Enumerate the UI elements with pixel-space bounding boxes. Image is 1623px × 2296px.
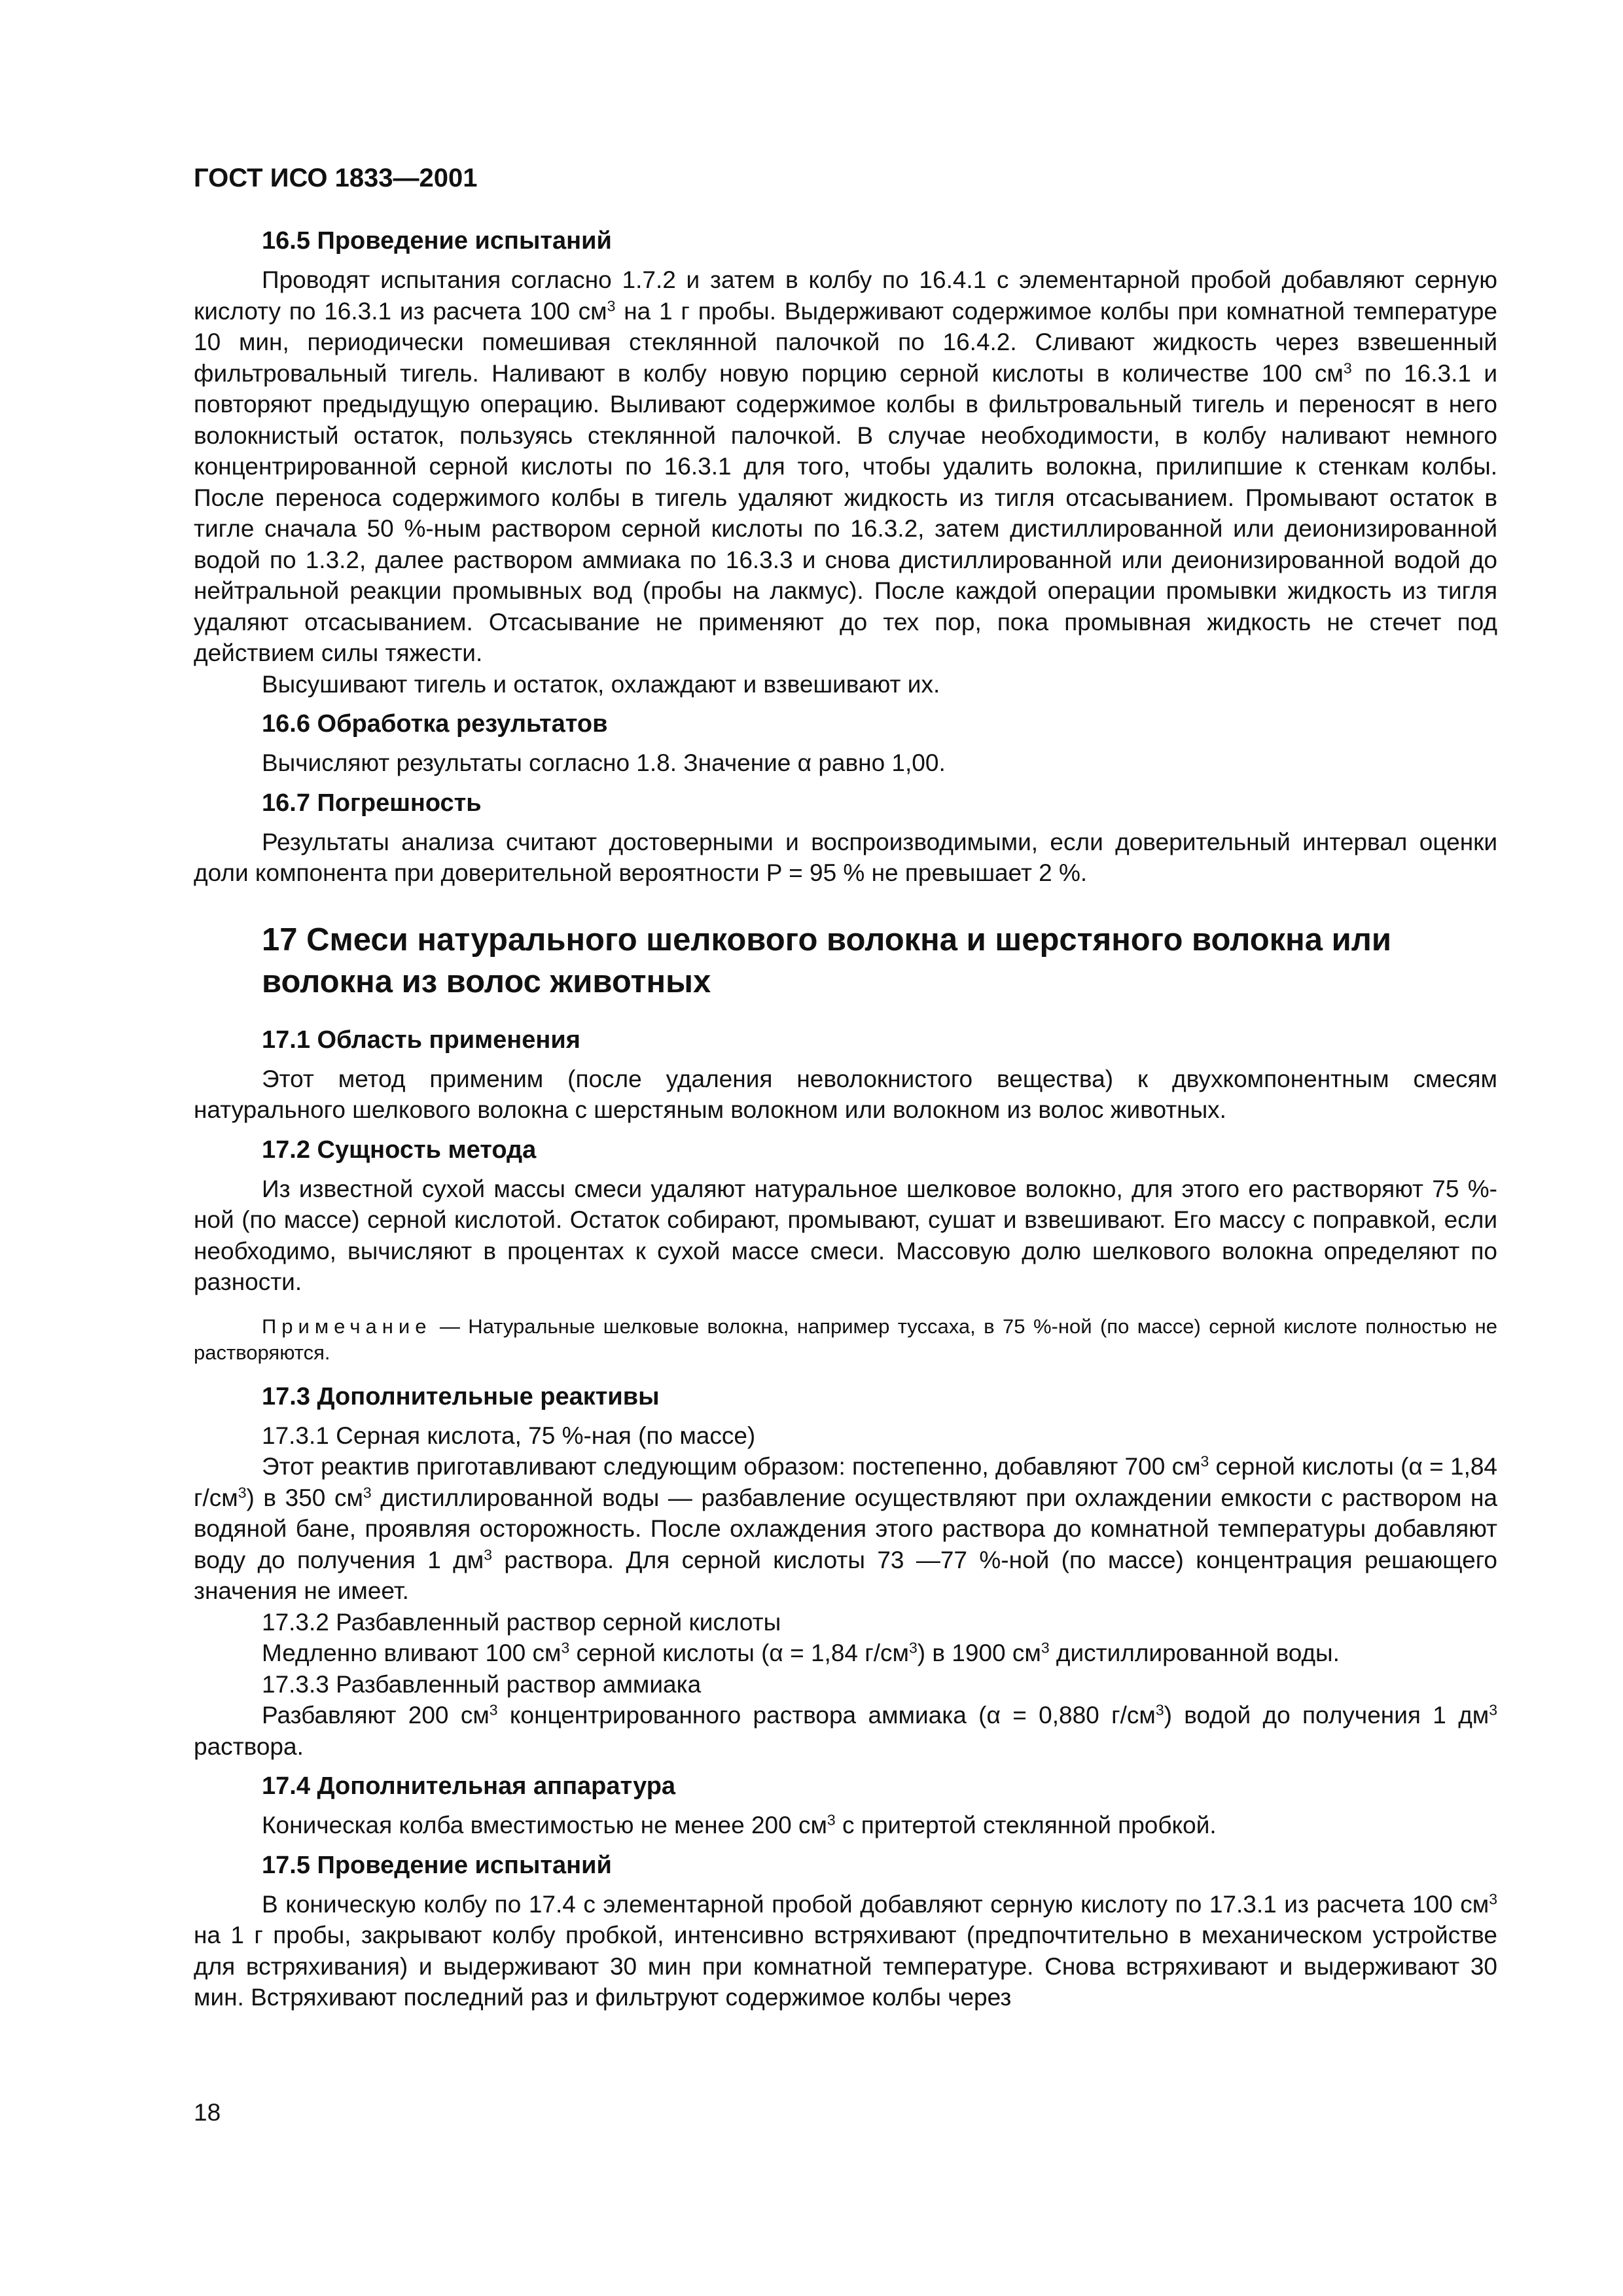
heading-17-3: 17.3 Дополнительные реактивы (262, 1382, 660, 1410)
superscript-3: 3 (607, 296, 616, 314)
heading-17-4: 17.4 Дополнительная аппаратура (262, 1772, 676, 1800)
paragraph-16-7-1: Результаты анализа считают достоверными и воспроизводимыми, если доверительный интервал оценки доли компонента при доверительной вероятности P = 95 % не превышает 2 %. (194, 828, 1497, 886)
heading-16-7: 16.7 Погрешность (262, 789, 482, 817)
heading-17-line-1: 17 Смеси натурального шелкового волокна и шерстяного волокна или (262, 922, 1392, 958)
note-text: — Натуральные шелковые волокна, например туссаха, в 75 %-ной (по массе) серной кислоте полностью не растворяются. (194, 1314, 1497, 1364)
heading-17-2: 17.2 Сущность метода (262, 1136, 537, 1164)
item-17-3-3-title: 17.3.3 Разбавленный раствор аммиака (262, 1670, 702, 1698)
superscript-3: 3 (238, 1483, 247, 1501)
paragraph-17-5-1: В коническую колбу по 17.4 с элементарной пробой добавляют серную кислоту по 17.3.1 из расчета 100 $см^3$ на 1 г пробы, закрывают колбу пробкой, интенсивно встряхивают (предпочтительно в механическом устройстве для встряхивания) и выдерживают 30 мин при комнатной температуре. Снова встряхивают и выдерживают 30 мин. Встряхивают последний раз и фильтруют содержимое колбы через (194, 1890, 1497, 2011)
heading-17-1: 17.1 Область применения (262, 1026, 580, 1054)
document-header: ГОСТ ИСО 1833—2001 (194, 164, 478, 192)
superscript-3: 3 (908, 1639, 918, 1657)
paragraph-17-2-1: Из известной сухой массы смеси удаляют натуральное шелковое волокно, для этого его растворяют 75 %-ной (по массе) серной кислотой. Остаток собирают, промывают, сушат и взвешивают. Его массу с поправкой, если необходимо, вычисляют в процентах к сухой массе смеси. Массовую долю шелкового волокна определяют по разности. (194, 1175, 1497, 1295)
item-17-3-2-title: 17.3.2 Разбавленный раствор серной кислоты (262, 1608, 781, 1636)
heading-16-6: 16.6 Обработка результатов (262, 710, 608, 738)
superscript-3: 3 (1041, 1639, 1050, 1657)
document-body (194, 226, 1497, 2013)
item-17-3-1-text: Этот реактив приготавливают следующим образом: постепенно, добавляют 700 $см^3$ серной кислоты (α = 1,84 $г/см^3$) в 350 $см^3$ дистиллированной воды — разбавление осуществляют при охлаждении емкости с раствором на водяной бане, проявляя осторожность. После охлаждения этого раствора до комнатной температуры добавляют воду до получения 1 $дм^3$ раствора. Для серной кислоты 73 —77 %-ной (по массе) концентрация решающего значения не имеет. (194, 1452, 1498, 1604)
note-label: Примечание (262, 1314, 432, 1338)
paragraph-16-5-1: Проводят испытания согласно 1.7.2 и затем в колбу по 16.4.1 с элементарной пробой добавляют серную кислоту по 16.3.1 из расчета 100 $см^3$ на 1 г пробы. Выдерживают содержимое колбы при комнатной температуре 10 мин, периодически помешивая стеклянной палочкой по 16.4.2. Сливают жидкость через взвешенный фильтровальный тигель. Наливают в колбу новую порцию серной кислоты в количестве 100 $см^3$ по 16.3.1 и повторяют предыдущую операцию. Выливают содержимое колбы в фильтровальный тигель и переносят в него волокнистый остаток, пользуясь стеклянной палочкой. В случае необходимости, в колбу наливают немного концентрированной серной кислоты по 16.3.1 для того, чтобы удалить волокна, прилипшие к стенкам колбы. После переноса содержимого колбы в тигель удаляют жидкость из тигля отсасыванием. Промывают остаток в тигле сначала 50 %-ным раствором серной кислоты по 16.3.2, затем дистиллированной или деионизированной водой по 1.3.2, далее раствором аммиака по 16.3.3 и снова дистиллированной или деионизированной водой до нейтральной реакции промывных вод (пробы на лакмус). После каждой операции промывки жидкость из тигля удаляют отсасыванием. Отсасывание не применяют до тех пор, пока промывная жидкость не стечет под действием силы тяжести. (194, 266, 1497, 666)
item-17-3-1-title: 17.3.1 Серная кислота, 75 %-ная (по массе) (262, 1422, 756, 1449)
paragraph-16-5-2: Высушивают тигель и остаток, охлаждают и взвешивают их. (262, 670, 940, 698)
paragraph-16-6-1: Вычисляют результаты согласно 1.8. Значение α равно 1,00. (262, 749, 946, 776)
superscript-3: 3 (561, 1639, 570, 1657)
superscript-3: 3 (1489, 1701, 1497, 1719)
superscript-3: 3 (1343, 359, 1352, 376)
superscript-3: 3 (363, 1483, 372, 1501)
superscript-3: 3 (484, 1545, 492, 1563)
heading-17-5: 17.5 Проведение испытаний (262, 1851, 612, 1879)
page-number: 18 (194, 2099, 221, 2126)
superscript-3: 3 (827, 1811, 836, 1829)
heading-17 (262, 919, 1497, 1003)
item-17-3-2-text: Медленно вливают 100 $см^3$ серной кислоты (α = 1,84 $г/см^3$) в 1900 $см^3$ дистиллированной воды. (262, 1639, 1340, 1666)
item-17-3-3-text: Разбавляют 200 $см^3$ концентрированного раствора аммиака (α = 0,880 $г/см^3$) водой до получения 1 $дм^3$ раствора. (194, 1701, 1497, 1760)
paragraph-17-1-1: Этот метод применим (после удаления неволокнистого вещества) к двухкомпонентным смесям натурального шелкового волокна с шерстяным волокном или волокном из волос животных. (194, 1065, 1497, 1123)
superscript-3: 3 (489, 1701, 498, 1719)
superscript-3: 3 (1489, 1890, 1497, 1907)
heading-16-5: 16.5 Проведение испытаний (262, 227, 612, 255)
paragraph-17-4-1: Коническая колба вместимостью не менее 200 $см^3$ с притертой стеклянной пробкой. (262, 1811, 1217, 1839)
superscript-3: 3 (1200, 1452, 1209, 1470)
superscript-3: 3 (1155, 1701, 1164, 1719)
note-17-2 (194, 1314, 1497, 1366)
heading-17-line-2: волокна из волос животных (262, 963, 711, 999)
